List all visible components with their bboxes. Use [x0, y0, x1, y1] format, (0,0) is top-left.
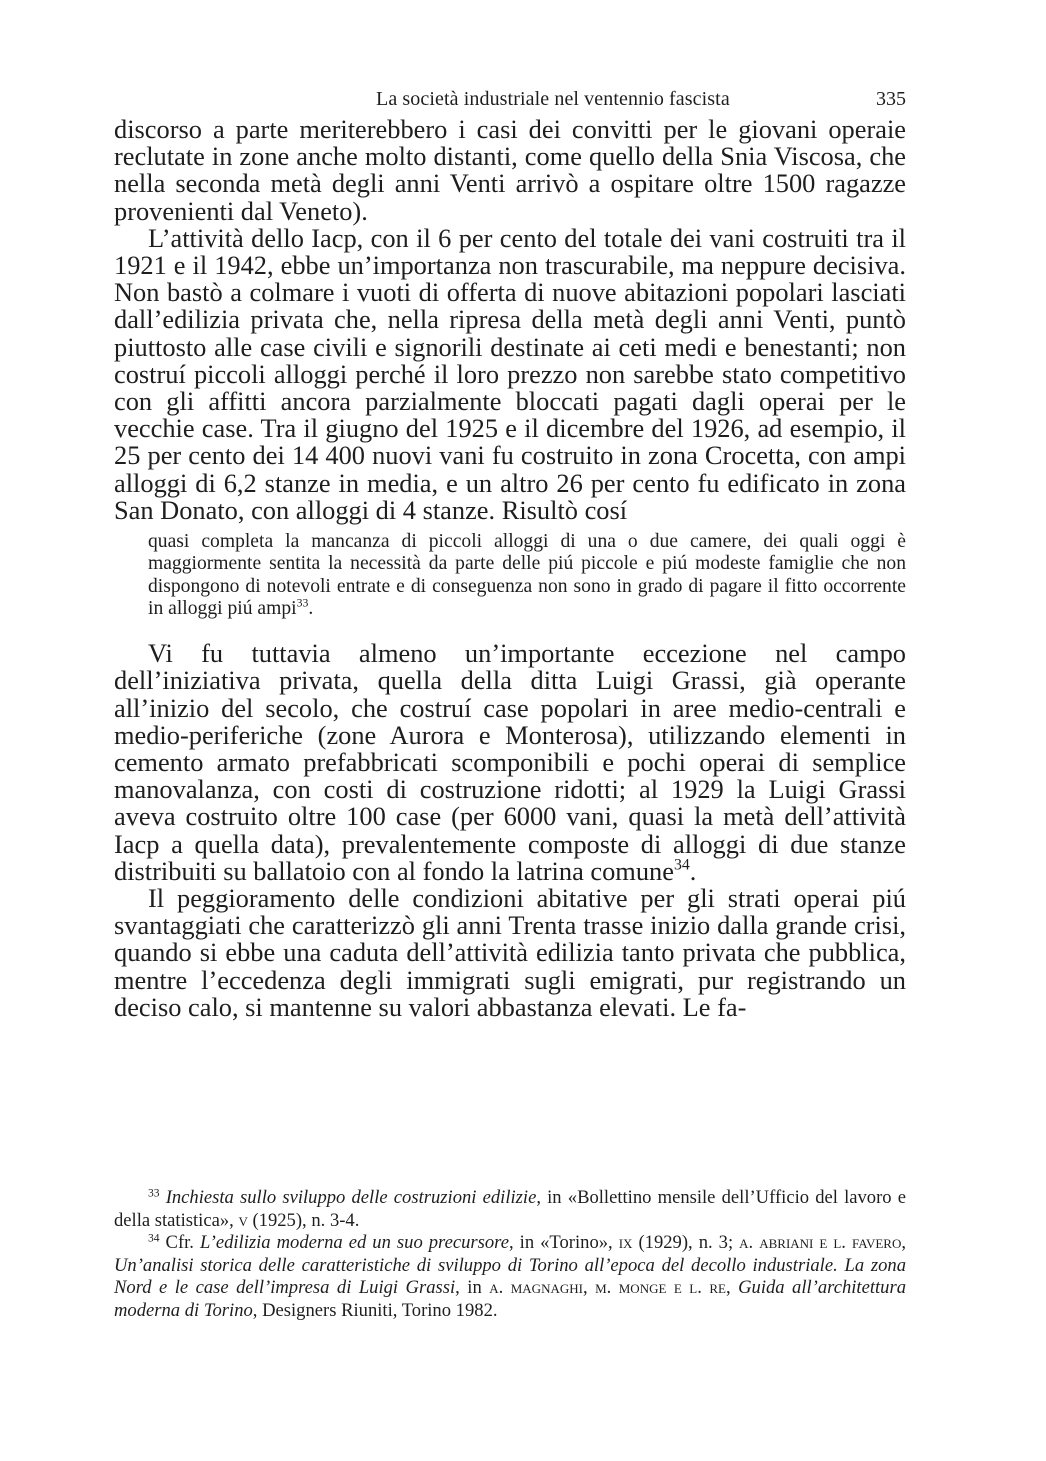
footnote-34: [114, 1232, 906, 1322]
running-title: La società industriale nel ventennio fascista: [376, 88, 730, 110]
footnote-34-cfr: Cfr.: [165, 1232, 200, 1253]
footnote-34-title-2: Un’analisi storica delle caratteristiche di sviluppo di Torino all’epoca del decollo industriale. La zona Nord e le case dell’impresa di Luigi Grassi: [114, 1254, 906, 1298]
footnote-33-tail: (1925), n. 3-4.: [247, 1209, 360, 1231]
footnote-34-tail: , Designers Riuniti, Torino 1982.: [252, 1299, 498, 1321]
page-number: 335: [876, 88, 906, 110]
footnote-34-authors-2: a. magnaghi, m. monge e l. re: [489, 1277, 726, 1298]
block-quote: [148, 531, 906, 620]
footnote-34-part-2: (1929), n. 3;: [632, 1232, 740, 1253]
quote-body: quasi completa la mancanza di piccoli alloggi di una o due camere, dei quali oggi è maggiormente sentita la necessità da parte delle piú piccole e piú modeste famiglie che non dispongono di notevoli entrate e di conseguenza non sono in grado di pagare il fitto occorrente in alloggi piú ampi: [148, 531, 906, 619]
paragraph-3-body: Vi fu tuttavia almeno un’importante eccezione nel campo dell’iniziativa privata, quella della ditta Luigi Grassi, già operante all’inizio del secolo, che costruí case popolari in aree medio-centrali e medio-periferiche (zone Aurora e Monterosa), utilizzando elementi in cemento armato prefabbricati scomponibili e pochi operai di semplice manovalanza, con costi di costruzione ridotti; al 1929 la Luigi Grassi aveva costruito oltre 100 case (per 6000 vani, quasi la metà dell’attività Iacp a quella data), prevalentemente composte di alloggi di due stanze distribuiti su ballatoio con al fondo la latrina comune: [114, 638, 906, 886]
footnote-34-comma-2: ,: [725, 1277, 739, 1298]
paragraph-3-end: .: [689, 855, 697, 886]
main-text-continued: [114, 640, 906, 1021]
running-header: [114, 82, 906, 116]
footnote-33-source: , in «Bollettino mensile dell’Ufficio del lavoro e della statistica»,: [114, 1187, 906, 1231]
footnote-34-title-1: L’edilizia moderna ed un suo precursore: [199, 1232, 509, 1253]
note-ref-34[interactable]: 34: [673, 856, 690, 874]
paragraph-4: Il peggioramento delle condizioni abitative per gli strati operai piú svantaggiati che caratterizzò gli anni Trenta trasse inizio dalla grande crisi, quando si ebbe una caduta dell’attività edilizia tanto privata che pubblica, mentre l’eccedenza degli immigrati sugli emigrati, pur registrando un deciso calo, si mantenne su valori abbastanza elevati. Le fa-: [114, 883, 906, 1022]
paragraph-3: [114, 640, 906, 885]
footnote-34-number: 34: [148, 1232, 160, 1245]
main-text: [114, 116, 906, 524]
footnote-33-title: Inchiesta sullo sviluppo delle costruzioni edilizie: [165, 1187, 537, 1208]
footnote-34-authors-1: a. abriani e l. favero: [739, 1232, 902, 1253]
note-ref-33[interactable]: 33: [296, 596, 309, 610]
footnote-34-comma-1: ,: [901, 1232, 906, 1253]
footnote-34-part-3: , in: [455, 1277, 490, 1298]
footnote-34-title-3: Guida all’architettura moderna di Torino: [114, 1277, 907, 1321]
footnotes: [114, 1187, 906, 1322]
paragraph-1: discorso a parte meriterebbero i casi dei convitti per le giovani operaie reclutate in zone anche molto distanti, come quello della Snia Viscosa, che nella seconda metà degli anni Venti arrivò a ospitare oltre 1500 ragazze provenienti dal Veneto).: [114, 114, 906, 226]
book-page: [114, 82, 907, 1321]
paragraph-2: L’attività dello Iacp, con il 6 per cento del totale dei vani costruiti tra il 1921 e il 1942, ebbe un’importanza non trascurabile, ma neppure decisiva. Non bastò a colmare i vuoti di offerta di nuove abitazioni popolari lasciati dall’edilizia privata che, nella ripresa della metà degli anni Venti, puntò piuttosto alle case civili e signorili destinate ai ceti medi e benestanti; non costruí piccoli alloggi perché il loro prezzo non sarebbe stato competitivo con gli affitti ancora parzialmente bloccati pagati dagli operai per le vecchie case. Tra il giugno del 1925 e il dicembre del 1926, ad esempio, il 25 per cento dei 14 400 nuovi vani fu costruito in zona Crocetta, con ampi alloggi di 6,2 stanze in media, e un altro 26 per cento fu edificato in zona San Donato, con alloggi di 4 stanze. Risultò cosí: [114, 222, 906, 525]
quote-end: .: [308, 597, 314, 619]
footnote-33: [114, 1187, 906, 1232]
footnote-34-volume: ix: [618, 1232, 633, 1253]
footnote-33-number: 33: [148, 1187, 160, 1200]
quote-text: [148, 531, 906, 620]
footnote-34-part-1: , in «Torino»,: [508, 1232, 619, 1253]
footnote-33-volume: v: [238, 1209, 248, 1231]
